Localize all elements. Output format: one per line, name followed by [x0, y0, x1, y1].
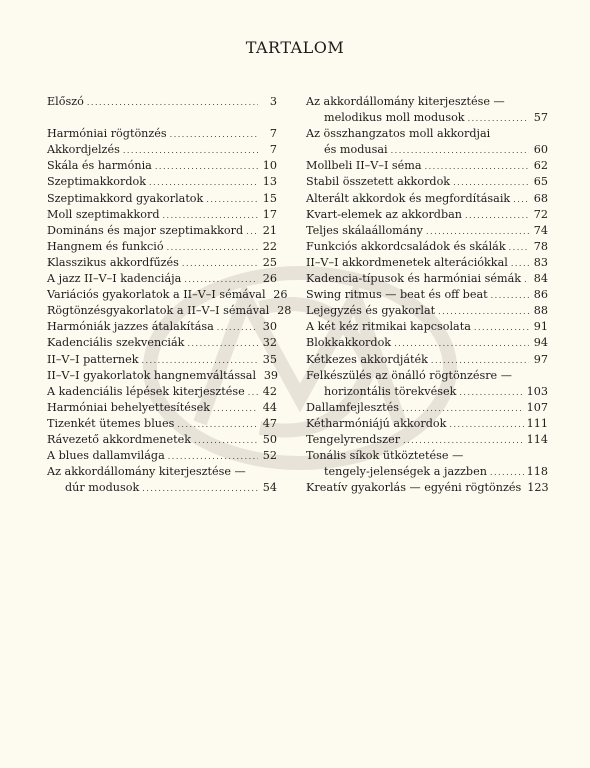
- toc-entry-title-line: [47, 352, 277, 368]
- toc-entry-title-line: [47, 174, 277, 190]
- toc-dot-leader: [182, 256, 258, 272]
- toc-dot-leader: [513, 192, 529, 208]
- toc-entry-title-line: [306, 207, 548, 223]
- toc-entry-title: melodikus moll modusok: [324, 111, 465, 125]
- toc-entry-title: A két kéz ritmikai kapcsolata: [306, 320, 471, 334]
- toc-dot-leader: [194, 433, 258, 449]
- toc-dot-leader: [87, 95, 258, 111]
- toc-entry[interactable]: [47, 239, 277, 255]
- toc-page-number: 35: [262, 352, 277, 366]
- toc-dot-leader: [177, 417, 258, 433]
- toc-entry-title-line: [306, 400, 548, 416]
- toc-entry-title-line: [47, 335, 277, 351]
- toc-entry[interactable]: [47, 142, 277, 158]
- toc-entry-title-line: [306, 255, 548, 271]
- toc-page-number: 22: [262, 239, 277, 253]
- toc-page-number: 25: [262, 255, 277, 269]
- toc-entry-title: Szeptimakkordok: [47, 175, 147, 189]
- toc-page-number: 91: [533, 320, 548, 334]
- toc-entry[interactable]: [47, 158, 277, 174]
- toc-entry[interactable]: [306, 352, 548, 368]
- toc-entry-continuation-line: [306, 110, 548, 126]
- toc-entry-title: Teljes skálaállomány: [306, 223, 423, 237]
- toc-entry-title: és modusai: [324, 143, 388, 157]
- toc-entry-title: Harmóniai rögtönzés: [47, 127, 167, 141]
- toc-entry-title-line: [306, 303, 548, 319]
- toc-page-number: 57: [533, 111, 548, 125]
- toc-entry[interactable]: [306, 174, 548, 190]
- toc-page-number: 123: [527, 481, 549, 495]
- toc-entry-title-line: [306, 335, 548, 351]
- toc-dot-leader: [490, 465, 524, 481]
- toc-dot-leader: [449, 417, 523, 433]
- toc-entry-title-line: [306, 432, 548, 448]
- toc-entry-title: Harmóniák jazzes átalakítása: [47, 320, 214, 334]
- toc-entry-title: Klasszikus akkordfűzés: [47, 255, 179, 269]
- toc-entry-title: Stabil összetett akkordok: [306, 175, 451, 189]
- toc-entry-title-line: [47, 384, 277, 400]
- toc-entry-title-line: [47, 287, 288, 303]
- toc-entry[interactable]: [47, 271, 277, 287]
- toc-page-number: 30: [262, 320, 277, 334]
- toc-entry-title: Akkordjelzés: [47, 143, 120, 157]
- toc-entry[interactable]: [47, 223, 277, 239]
- toc-page-number: 86: [533, 288, 548, 302]
- toc-entry-title: A jazz II–V–I kadenciája: [47, 272, 182, 286]
- toc-entry[interactable]: [306, 480, 548, 496]
- toc-entry[interactable]: [47, 400, 277, 416]
- toc-entry-title: Lejegyzés és gyakorlat: [306, 304, 436, 318]
- toc-page-number: 68: [533, 191, 548, 205]
- toc-dot-leader: [438, 304, 529, 320]
- toc-dot-leader: [217, 320, 258, 336]
- toc-page-number: 72: [533, 207, 548, 221]
- toc-entry-title: Dallamfejlesztés: [306, 400, 399, 414]
- toc-entry-title-line: [47, 271, 277, 287]
- toc-entry-continuation-line: [306, 384, 548, 400]
- toc-page-number: 13: [262, 175, 277, 189]
- toc-entry[interactable]: [47, 255, 277, 271]
- toc-entry[interactable]: [47, 432, 277, 448]
- toc-entry-title: Felkészülés az önálló rögtönzésre —: [306, 368, 512, 382]
- toc-dot-leader: [391, 143, 529, 159]
- toc-entry[interactable]: [47, 287, 288, 303]
- toc-entry[interactable]: [47, 126, 277, 142]
- toc-entry-title: Rávezető akkordmenetek: [47, 432, 192, 446]
- toc-entry[interactable]: [47, 207, 277, 223]
- toc-entry-title-line: [47, 239, 277, 255]
- toc-entry-title-line: [306, 158, 548, 174]
- toc-page-number: 83: [533, 255, 548, 269]
- toc-entry[interactable]: [47, 335, 277, 351]
- toc-dot-leader: [468, 111, 529, 127]
- toc-entry[interactable]: [306, 287, 548, 303]
- toc-dot-leader: [453, 175, 529, 191]
- toc-dot-leader: [142, 481, 258, 497]
- toc-entry-title: Swing ritmus — beat és off beat: [306, 288, 488, 302]
- toc-entry-title-line: [47, 432, 277, 448]
- toc-entry-continuation-line: [306, 142, 548, 158]
- toc-dot-leader: [509, 240, 529, 256]
- toc-entry[interactable]: [47, 416, 277, 432]
- toc-dot-leader: [426, 224, 529, 240]
- toc-entry-title-line: [47, 223, 277, 239]
- toc-page-number: 3: [269, 95, 277, 108]
- toc-entry-title: Szeptimakkord gyakorlatok: [47, 191, 204, 205]
- toc-dot-leader: [465, 208, 529, 224]
- toc-page-number: 10: [262, 159, 277, 173]
- toc-entry-title: Az összhangzatos moll akkordjai: [306, 127, 491, 141]
- toc-entry[interactable]: [306, 368, 548, 400]
- toc-page-number: 60: [533, 143, 548, 157]
- toc-entry-title: Rögtönzésgyakorlatok a II–V–I sémával: [47, 304, 270, 318]
- toc-dot-leader: [459, 385, 523, 401]
- toc-right-column: [306, 94, 548, 496]
- toc-entry-title-line: [306, 126, 548, 142]
- toc-entry-title-line: [306, 448, 548, 464]
- toc-entry[interactable]: [306, 94, 548, 126]
- toc-entry-title: Kreatív gyakorlás — egyéni rögtönzés: [306, 481, 522, 495]
- toc-page-number: 54: [262, 481, 277, 495]
- toc-entry-title: Előszó: [47, 95, 84, 108]
- toc-dot-leader: [141, 353, 258, 369]
- toc-entry-title-line: [306, 416, 548, 432]
- toc-entry-title: horizontális törekvések: [324, 384, 457, 398]
- toc-page-number: 65: [533, 175, 548, 189]
- toc-entry-title-line: [306, 191, 548, 207]
- toc-entry-title: tengely-jelenségek a jazzben: [324, 465, 487, 479]
- toc-entry-title: Hangnem és funkció: [47, 239, 164, 253]
- toc-entry[interactable]: [306, 432, 548, 448]
- toc-page-number: 114: [526, 432, 548, 446]
- toc-dot-leader: [168, 449, 258, 465]
- toc-page-number: 84: [533, 272, 548, 286]
- toc-entry[interactable]: [47, 352, 277, 368]
- toc-entry[interactable]: [306, 223, 548, 239]
- toc-dot-leader: [162, 208, 258, 224]
- toc-entry[interactable]: [306, 448, 548, 480]
- toc-entry[interactable]: [47, 448, 277, 464]
- toc-page-number: 26: [273, 288, 288, 302]
- page-title: TARTALOM: [245, 38, 345, 57]
- toc-entry-title: Moll szeptimakkord: [47, 207, 160, 221]
- toc-page-number: 88: [533, 304, 548, 318]
- toc-page-number: 7: [269, 127, 277, 141]
- toc-page-number: 103: [526, 384, 548, 398]
- toc-entry[interactable]: [306, 255, 548, 271]
- toc-entry-title-line: [306, 287, 548, 303]
- toc-dot-leader: [511, 256, 529, 272]
- toc-page-number: 47: [262, 416, 277, 430]
- toc-entry-title: Az akkordállomány kiterjesztése —: [306, 95, 505, 108]
- toc-entry-title: Kétkezes akkordjáték: [306, 352, 428, 366]
- toc-entry[interactable]: [306, 319, 548, 335]
- toc-entry-title: II–V–I patternek: [47, 352, 139, 366]
- toc-entry[interactable]: [47, 464, 277, 496]
- toc-entry-title-line: [306, 271, 548, 287]
- toc-page-number: 52: [262, 449, 277, 463]
- toc-entry-title-line: [306, 94, 548, 110]
- toc-page-number: 44: [262, 400, 277, 414]
- toc-dot-leader: [474, 320, 529, 336]
- toc-entry[interactable]: [306, 271, 548, 287]
- toc-entry-title: dúr modusok: [65, 481, 140, 495]
- toc-entry-title-line: [47, 400, 277, 416]
- toc-page-number: 15: [262, 191, 277, 205]
- toc-entry-title: Az akkordállomány kiterjesztése —: [47, 465, 246, 479]
- toc-entry[interactable]: [306, 416, 548, 432]
- toc-entry-title-line: [306, 480, 548, 496]
- toc-dot-leader: [155, 159, 258, 175]
- toc-entry[interactable]: [47, 368, 277, 384]
- toc-entry-title: Kvart-elemek az akkordban: [306, 207, 462, 221]
- toc-entry-title-line: [47, 303, 292, 319]
- toc-entry[interactable]: [306, 126, 548, 158]
- toc-dot-leader: [206, 192, 258, 208]
- toc-entry-title-line: [47, 464, 277, 480]
- toc-dot-leader: [246, 224, 258, 240]
- toc-page-number: 28: [277, 304, 292, 318]
- toc-entry-title-line: [47, 255, 277, 271]
- toc-entry-continuation-line: [306, 464, 548, 480]
- toc-entry-title: Tonális síkok ütköztetése —: [306, 449, 464, 463]
- toc-dot-leader: [403, 433, 524, 449]
- toc-entry-title: Variációs gyakorlatok a II–V–I sémával: [47, 288, 266, 302]
- toc-entry-title: Kadenciális szekvenciák: [47, 336, 185, 350]
- toc-page-number: 107: [526, 400, 548, 414]
- toc-spacer: [47, 110, 277, 126]
- toc-page-number: 32: [262, 336, 277, 350]
- toc-page-number: 39: [263, 368, 279, 382]
- toc-page-number: 62: [533, 159, 548, 173]
- toc-entry-title-line: [47, 94, 277, 110]
- toc-entry-title-line: [47, 191, 277, 207]
- toc-entry[interactable]: [47, 303, 292, 319]
- toc-entry[interactable]: [47, 191, 277, 207]
- toc-dot-leader: [425, 159, 529, 175]
- toc-entry-title: Kétharmóniájú akkordok: [306, 416, 447, 430]
- toc-entry-title: Kadencia-típusok és harmóniai sémák: [306, 272, 522, 286]
- toc-entry-title: Tengelyrendszer: [306, 432, 401, 446]
- toc-entry-title: A kadenciális lépések kiterjesztése: [47, 384, 245, 398]
- toc-dot-leader: [248, 385, 258, 401]
- toc-entry-title-line: [306, 368, 548, 384]
- toc-entry-continuation-line: [47, 480, 277, 496]
- toc-entry-title-line: [306, 319, 548, 335]
- toc-entry-title-line: [47, 416, 277, 432]
- toc-dot-leader: [170, 127, 258, 143]
- toc-entry-title-line: [47, 448, 277, 464]
- toc-entry-title-line: [306, 174, 548, 190]
- toc-page-number: 42: [262, 384, 277, 398]
- toc-dot-leader: [394, 336, 529, 352]
- toc-left-column: [47, 94, 292, 496]
- toc-entry[interactable]: [306, 335, 548, 351]
- toc-entry-title-line: [47, 319, 277, 335]
- toc-page-number: 7: [269, 143, 277, 157]
- toc-entry-title: Funkciós akkordcsaládok és skálák: [306, 239, 506, 253]
- toc-dot-leader: [149, 175, 258, 191]
- toc-dot-leader: [213, 401, 258, 417]
- toc-entry-title-line: [306, 223, 548, 239]
- toc-entry[interactable]: [306, 207, 548, 223]
- toc-entry-title-line: [47, 126, 277, 142]
- toc-dot-leader: [431, 353, 529, 369]
- toc-entry[interactable]: [47, 94, 277, 110]
- toc-entry-title-line: [306, 352, 548, 368]
- toc-page-number: 17: [262, 207, 277, 221]
- toc-entry-title-line: [47, 158, 277, 174]
- toc-entry-title: Mollbeli II–V–I séma: [306, 159, 422, 173]
- toc-entry-title: Alterált akkordok és megfordításaik: [306, 191, 511, 205]
- toc-page-number: 78: [533, 239, 548, 253]
- toc-page-number: 97: [533, 352, 548, 366]
- toc-entry-title-line: [47, 142, 277, 158]
- toc-page-number: 74: [533, 223, 548, 237]
- toc-page-number: 111: [526, 416, 548, 430]
- toc-entry-title-line: [47, 207, 277, 223]
- toc-dot-leader: [187, 336, 258, 352]
- toc-entry-title: Skála és harmónia: [47, 159, 152, 173]
- toc-entry[interactable]: [306, 191, 548, 207]
- toc-entry[interactable]: [306, 239, 548, 255]
- toc-entry[interactable]: [47, 174, 277, 190]
- toc-entry-title: Tizenkét ütemes blues: [47, 416, 175, 430]
- toc-entry-title: Domináns és major szeptimakkord: [47, 223, 244, 237]
- toc-page-number: 21: [262, 223, 277, 237]
- toc-entry-title-line: [47, 368, 277, 384]
- toc-entry[interactable]: [306, 158, 548, 174]
- toc-dot-leader: [167, 240, 258, 256]
- toc-dot-leader: [184, 272, 258, 288]
- toc-entry-title: Blokkakkordok: [306, 336, 392, 350]
- toc-entry[interactable]: [47, 384, 277, 400]
- toc-entry-title: A blues dallamvilága: [47, 449, 165, 463]
- toc-page-number: 118: [526, 465, 548, 479]
- toc-dot-leader: [402, 401, 524, 417]
- toc-dot-leader: [123, 143, 258, 159]
- toc-page-number: 50: [262, 432, 277, 446]
- toc-entry[interactable]: [306, 303, 548, 319]
- toc-entry-title: II–V–I gyakorlatok hangnemváltással: [47, 368, 257, 382]
- toc-entry[interactable]: [306, 400, 548, 416]
- toc-entry-title: II–V–I akkordmenetek alterációkkal: [306, 255, 508, 269]
- toc-entry-title-line: [306, 239, 548, 255]
- toc-page-number: 94: [533, 336, 548, 350]
- toc-dot-leader: [491, 288, 529, 304]
- toc-page-number: 26: [262, 272, 277, 286]
- toc-dot-leader: [524, 272, 529, 288]
- toc-entry[interactable]: [47, 319, 277, 335]
- toc-entry-title: Harmóniai behelyettesítések: [47, 400, 211, 414]
